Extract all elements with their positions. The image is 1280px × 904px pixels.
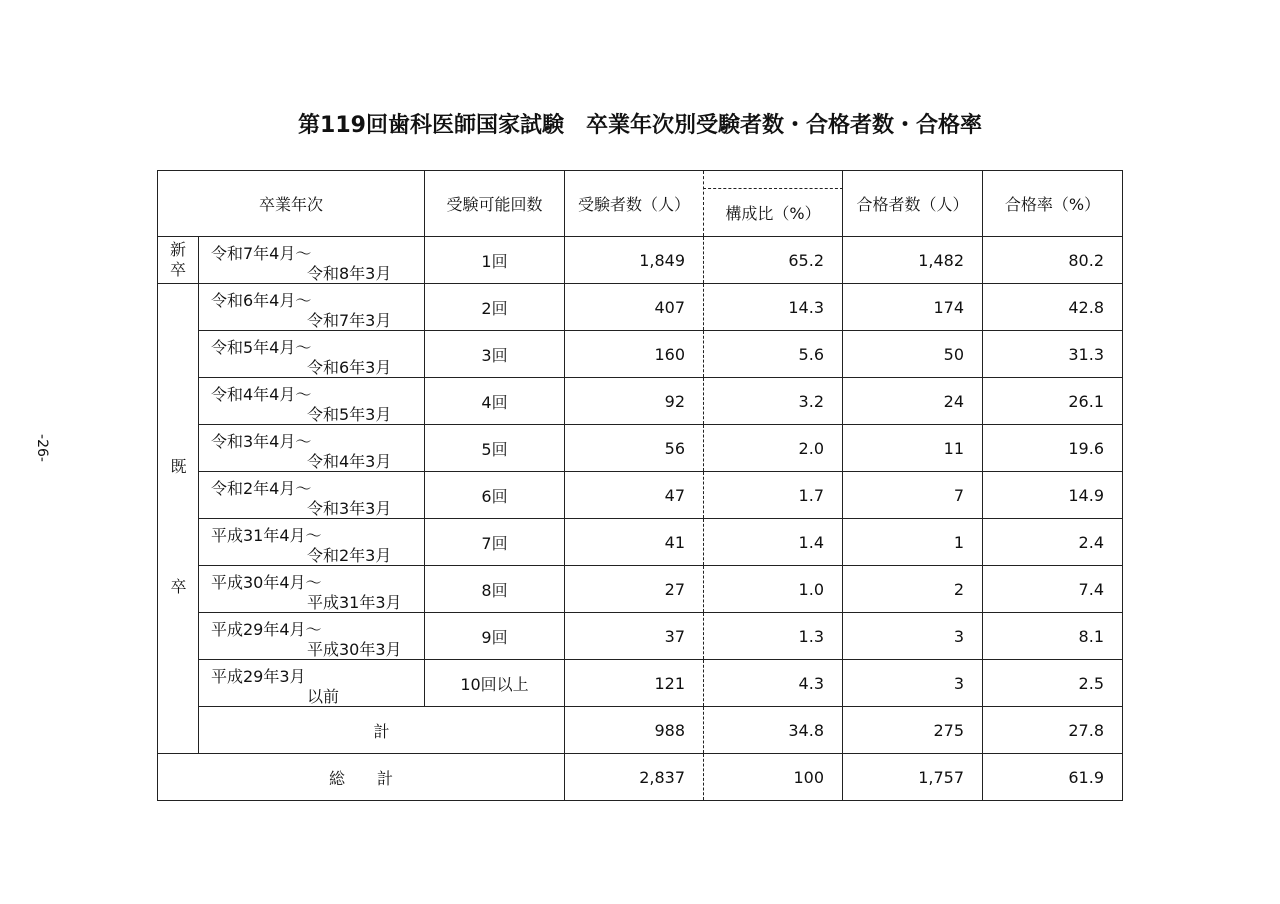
header-passed: 合格者数（人） xyxy=(843,171,983,237)
passed-cell: 7 xyxy=(843,472,983,519)
attempts-cell: 8回 xyxy=(425,566,565,613)
header-row xyxy=(158,171,1123,237)
ratio-cell: 5.6 xyxy=(704,331,843,378)
header-attempts: 受験可能回数 xyxy=(425,171,565,237)
ratio-cell: 1.7 xyxy=(704,472,843,519)
attempts-cell: 1回 xyxy=(425,237,565,284)
attempts-cell: 6回 xyxy=(425,472,565,519)
table-row xyxy=(158,331,1123,378)
passed-cell: 1,482 xyxy=(843,237,983,284)
examinees-cell: 1,849 xyxy=(565,237,704,284)
examinees-cell: 27 xyxy=(565,566,704,613)
table-row xyxy=(158,566,1123,613)
subtotal-examinees: 988 xyxy=(565,707,704,754)
total-row xyxy=(158,754,1123,801)
ratio-cell: 2.0 xyxy=(704,425,843,472)
pass-rate-cell: 19.6 xyxy=(983,425,1123,472)
table-row xyxy=(158,284,1123,331)
results-table xyxy=(157,170,1123,801)
total-ratio: 100 xyxy=(704,754,843,801)
attempts-cell: 7回 xyxy=(425,519,565,566)
examinees-cell: 37 xyxy=(565,613,704,660)
period-cell: 令和4年4月～ 令和5年3月 xyxy=(199,378,425,425)
table-row-new-graduates xyxy=(158,237,1123,284)
page-number: -26- xyxy=(33,434,50,462)
total-label: 総 計 xyxy=(158,754,565,801)
passed-cell: 3 xyxy=(843,613,983,660)
attempts-cell: 3回 xyxy=(425,331,565,378)
header-pass-rate: 合格率（%） xyxy=(983,171,1123,237)
pass-rate-cell: 2.5 xyxy=(983,660,1123,707)
table-row xyxy=(158,519,1123,566)
ratio-cell: 3.2 xyxy=(704,378,843,425)
subtotal-pass-rate: 27.8 xyxy=(983,707,1123,754)
period-cell: 平成30年4月～ 平成31年3月 xyxy=(199,566,425,613)
pass-rate-cell: 14.9 xyxy=(983,472,1123,519)
passed-cell: 2 xyxy=(843,566,983,613)
table-row xyxy=(158,613,1123,660)
pass-rate-cell: 8.1 xyxy=(983,613,1123,660)
period-cell: 令和7年4月～ 令和8年3月 xyxy=(199,237,425,284)
total-pass-rate: 61.9 xyxy=(983,754,1123,801)
subtotal-ratio: 34.8 xyxy=(704,707,843,754)
table-row xyxy=(158,472,1123,519)
pass-rate-cell: 31.3 xyxy=(983,331,1123,378)
ratio-cell: 1.0 xyxy=(704,566,843,613)
ratio-cell: 4.3 xyxy=(704,660,843,707)
examinees-cell: 121 xyxy=(565,660,704,707)
attempts-cell: 4回 xyxy=(425,378,565,425)
passed-cell: 3 xyxy=(843,660,983,707)
passed-cell: 11 xyxy=(843,425,983,472)
period-cell: 平成29年4月～ 平成30年3月 xyxy=(199,613,425,660)
period-cell: 平成31年4月～ 令和2年3月 xyxy=(199,519,425,566)
examinees-cell: 160 xyxy=(565,331,704,378)
header-ratio: 構成比（%） xyxy=(703,188,843,236)
subtotal-label: 計 xyxy=(199,707,565,754)
header-examinees: 受験者数（人） xyxy=(565,171,704,237)
page-title: 第119回歯科医師国家試験 卒業年次別受験者数・合格者数・合格率 xyxy=(298,113,982,138)
attempts-cell: 2回 xyxy=(425,284,565,331)
ratio-cell: 1.3 xyxy=(704,613,843,660)
passed-cell: 174 xyxy=(843,284,983,331)
pass-rate-cell: 2.4 xyxy=(983,519,1123,566)
period-cell: 平成29年3月 以前 xyxy=(199,660,425,707)
ratio-cell: 65.2 xyxy=(704,237,843,284)
group-label-previous: 既 卒 xyxy=(158,284,199,754)
pass-rate-cell: 7.4 xyxy=(983,566,1123,613)
examinees-cell: 407 xyxy=(565,284,704,331)
subtotal-passed: 275 xyxy=(843,707,983,754)
examinees-cell: 41 xyxy=(565,519,704,566)
pass-rate-cell: 42.8 xyxy=(983,284,1123,331)
examinees-cell: 56 xyxy=(565,425,704,472)
ratio-cell: 14.3 xyxy=(704,284,843,331)
passed-cell: 1 xyxy=(843,519,983,566)
table-row xyxy=(158,425,1123,472)
group-label-new: 新 卒 xyxy=(158,237,199,284)
table-row xyxy=(158,378,1123,425)
examinees-cell: 92 xyxy=(565,378,704,425)
period-cell: 令和5年4月～ 令和6年3月 xyxy=(199,331,425,378)
subtotal-row xyxy=(158,707,1123,754)
pass-rate-cell: 26.1 xyxy=(983,378,1123,425)
table-row xyxy=(158,660,1123,707)
attempts-cell: 5回 xyxy=(425,425,565,472)
ratio-cell: 1.4 xyxy=(704,519,843,566)
attempts-cell: 10回以上 xyxy=(425,660,565,707)
period-cell: 令和3年4月～ 令和4年3月 xyxy=(199,425,425,472)
pass-rate-cell: 80.2 xyxy=(983,237,1123,284)
period-cell: 令和6年4月～ 令和7年3月 xyxy=(199,284,425,331)
attempts-cell: 9回 xyxy=(425,613,565,660)
total-passed: 1,757 xyxy=(843,754,983,801)
examinees-cell: 47 xyxy=(565,472,704,519)
header-ratio-cell xyxy=(704,171,843,237)
passed-cell: 24 xyxy=(843,378,983,425)
period-cell: 令和2年4月～ 令和3年3月 xyxy=(199,472,425,519)
passed-cell: 50 xyxy=(843,331,983,378)
total-examinees: 2,837 xyxy=(565,754,704,801)
header-graduation-year: 卒業年次 xyxy=(158,171,425,237)
